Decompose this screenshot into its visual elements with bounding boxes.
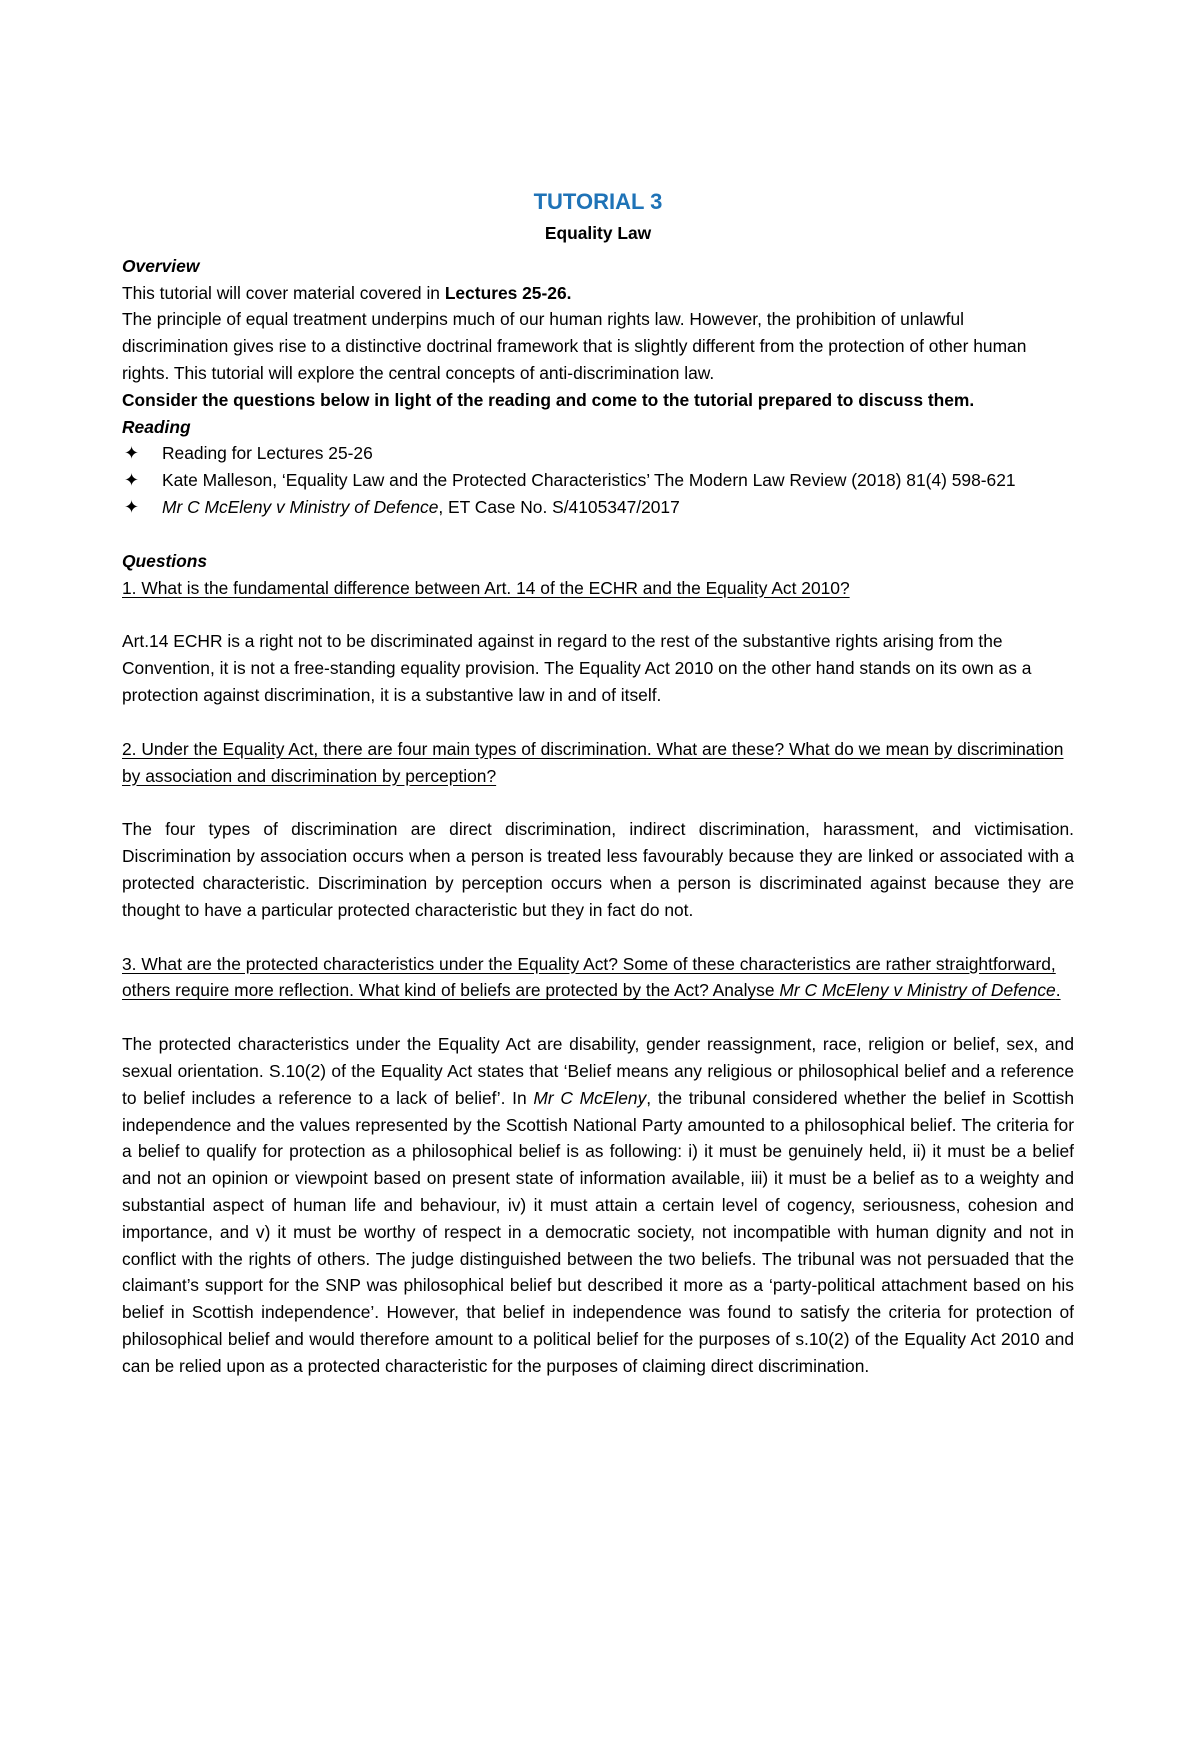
answer-3-part1: The protected characteristics under the Equality Act are disability, gender reassignment, race, religion or belief, sex, and sexual orientation. S.10(2) of the Equality Act states that ‘Belief means any religious or philosophical belief and a reference to belief includes a reference to a lack of belief’. In: [122, 1034, 1074, 1108]
overview-intro-text: This tutorial will cover material covered in: [122, 282, 445, 303]
document-title: TUTORIAL 3: [533, 189, 663, 214]
spacer: [122, 789, 1074, 816]
answer-1: Art.14 ECHR is a right not to be discriminated against in regard to the rest of the substantive rights arising from the Convention, it is not a free-standing equality provision. The Equality Act 2010 on the other hand stands on its own as a protection against discrimination, it is a substantive law in and of itself.: [122, 631, 1032, 705]
four-point-star-icon: ✦: [124, 443, 140, 464]
reading-item: [122, 494, 1074, 521]
answer-2: The four types of discrimination are direct discrimination, indirect discrimination, harassment, and victimisation. Discrimination by association occurs when a person is treated less favourably because they are linked or associated with a protected characteristic. Discrimination by perception occurs when a person is discriminated against because they are thought to have a particular protected characteristic but they in fact do not.: [122, 819, 1074, 920]
overview-intro: [122, 280, 1074, 307]
reading-item: [122, 440, 1074, 467]
document-subtitle: Equality Law: [544, 223, 652, 243]
overview-heading: Overview: [122, 255, 200, 276]
answer-3-case: Mr C McEleny: [533, 1087, 647, 1108]
question-3: [122, 951, 1074, 1005]
question-2: 2. Under the Equality Act, there are four main types of discrimination. What are these? What do we mean by discrimination by association and discrimination by perception?: [122, 738, 1064, 786]
document-body: [122, 188, 1074, 1379]
overview-instruction: Consider the questions below in light of the reading and come to the tutorial prepared to discuss them.: [122, 389, 975, 410]
spacer: [122, 1004, 1074, 1031]
question-3-end: .: [1055, 980, 1061, 1001]
reading-item-text: Reading for Lectures 25-26: [162, 443, 373, 464]
overview-lectures: Lectures 25-26.: [444, 282, 572, 303]
answer-3: [122, 1031, 1074, 1379]
four-point-star-icon: ✦: [124, 470, 140, 491]
spacer: [122, 709, 1074, 736]
reading-case-name: Mr C McEleny v Ministry of Defence: [162, 496, 439, 517]
question-3-text: 3. What are the protected characteristics under the Equality Act? Some of these characteristics are rather straightforward, others require more reflection. What kind of beliefs are protected by the Act? Analyse: [122, 953, 1056, 1001]
reading-item-text: Kate Malleson, ‘Equality Law and the Protected Characteristics’ The Modern Law Review (2018) 81(4) 598-621: [162, 470, 1016, 491]
spacer: [122, 521, 1074, 548]
question-1: 1. What is the fundamental difference between Art. 14 of the ECHR and the Equality Act 2010?: [122, 577, 850, 598]
answer-3-part2: , the tribunal considered whether the belief in Scottish independence and the values represented by the Scottish National Party amounted to a philosophical belief. The criteria for a belief to qualify for protection as a philosophical belief is as following: i) it must be genuinely held, ii) it must be a belief and not an opinion or viewpoint based on present state of information available, iii) it must be a belief as to a weighty and substantial aspect of human life and behaviour, iv) it must attain a certain level of cogency, seriousness, cohesion and importance, and v) it must be worthy of respect in a democratic society, not incompatible with human dignity and not in conflict with the rights of others. The judge distinguished between the two beliefs. The tribunal was not persuaded that the claimant’s support for the SNP was philosophical belief but described it more as a ‘party-political attachment based on his belief in Scottish independence’. However, that belief in independence was found to satisfy the criteria for protection of philosophical belief and would therefore amount to a political belief for the purposes of s.10(2) of the Equality Act 2010 and can be relied upon as a protected characteristic for the purposes of claiming direct discrimination.: [122, 1087, 1074, 1376]
reading-case-number: , ET Case No. S/4105347/2017: [438, 496, 680, 517]
reading-item: [122, 467, 1074, 494]
reading-heading: Reading: [122, 416, 191, 437]
question-3-case: Mr C McEleny v Ministry of Defence: [779, 980, 1056, 1001]
overview-paragraph: The principle of equal treatment underpins much of our human rights law. However, the prohibition of unlawful discrimination gives rise to a distinctive doctrinal framework that is slightly different from the protection of other human rights. This tutorial will explore the central concepts of anti-discrimination law.: [122, 309, 1027, 383]
reading-list: [122, 440, 1074, 520]
questions-heading: Questions: [122, 550, 208, 571]
four-point-star-icon: ✦: [124, 496, 140, 517]
spacer: [122, 924, 1074, 951]
spacer: [122, 601, 1074, 628]
